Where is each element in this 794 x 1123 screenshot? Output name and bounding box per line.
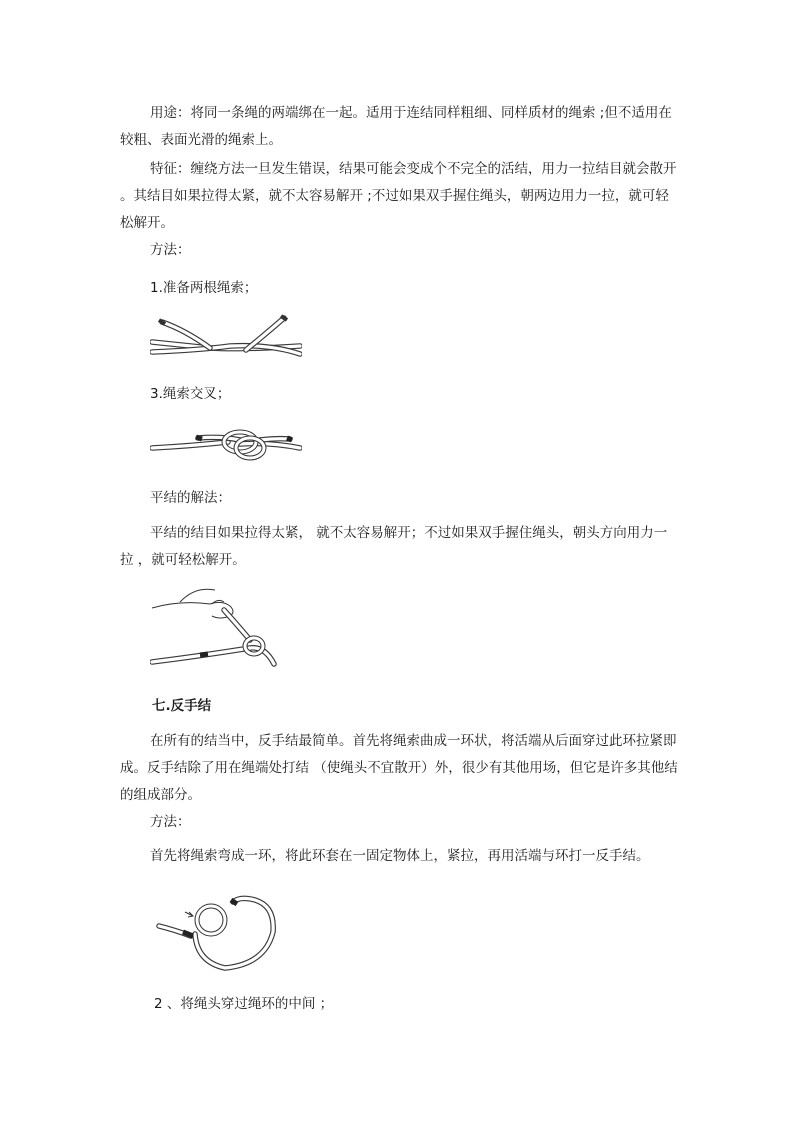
step-2-label: 2 、将绳头穿过绳环的中间 ；: [154, 996, 334, 1012]
section-title: 七.反手结: [152, 698, 212, 714]
overhand-intro-paragraph: 在所有的结当中，反手结最简单。首先将绳索曲成一环状，将活端从后面穿过此环拉紧即成。反手结除了用在绳端处打结 （使绳头不宜散开）外，很少有其他用场，但它是许多其他结的组成部分。: [120, 733, 678, 803]
untie-title: 平结的解法：: [150, 490, 231, 506]
usage-paragraph: 用途：将同一条绳的两端绑在一起。适用于连结同样粗细、同样质材的绳索 ;但不适用在较粗、表面光滑的绳索上。: [120, 105, 672, 148]
method-label: 方法：: [150, 242, 191, 258]
hand-untying-knot-illustration: [150, 578, 280, 670]
overhand-method-text: 首先将绳索弯成一环，将此环套在一固定物体上，紧拉，再用活端与环打一反手结。: [150, 848, 650, 864]
step-3-label: 3.绳索交叉；: [150, 386, 231, 402]
feature-paragraph: 特征：缠绕方法一旦发生错误，结果可能会变成个不完全的活结，用力一拉结目就会散开 。其结目如果拉得太紧，就不太容易解开 ;不过如果双手握住绳头，朝两边用力一拉，就可轻松解开。: [120, 161, 677, 231]
untie-paragraph: 平结的结目如果拉得太紧， 就不太容易解开；不过如果双手握住绳头，朝头方向用力一拉 ，就可轻松解开。: [120, 525, 668, 568]
crossed-ropes-reef-knot-illustration: [150, 418, 302, 466]
overhand-loop-illustration: [155, 892, 285, 972]
two-ropes-illustration: [150, 310, 302, 360]
step-1-label: 1.准备两根绳索；: [150, 280, 258, 296]
method-label-2: 方法：: [150, 814, 191, 830]
